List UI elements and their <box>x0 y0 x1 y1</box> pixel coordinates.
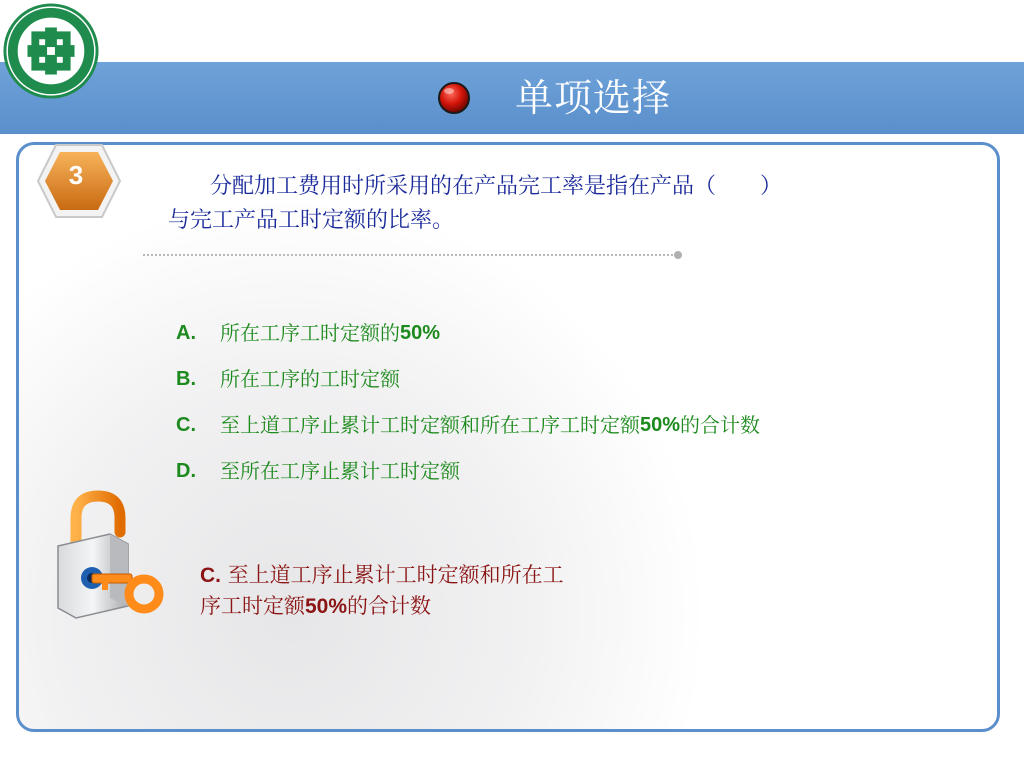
answer-line-2-post: 的合计数 <box>347 594 432 618</box>
option-letter: C. <box>176 414 196 436</box>
answer-letter: C. <box>200 564 221 587</box>
question-text <box>168 170 958 238</box>
option-letter: A. <box>176 322 196 344</box>
answer-text <box>200 560 670 622</box>
option-text: 所在工序的工时定额 <box>220 367 400 391</box>
question-line-2: 与完工产品工时定额的比率。 <box>168 208 455 233</box>
answer-line-2-pre: 序工时定额 <box>200 594 305 618</box>
red-ball-bullet-icon <box>437 81 471 115</box>
page-title: 单项选择 <box>515 76 672 120</box>
question-line-1: 分配加工费用时所采用的在产品完工率是指在产品（ ） <box>210 174 783 199</box>
option-a[interactable] <box>176 310 760 356</box>
answer-line-1: 至上道工序止累计工时定额和所在工 <box>227 563 564 587</box>
option-letter: B. <box>176 368 196 390</box>
option-c[interactable] <box>176 402 760 448</box>
option-tail: 的合计数 <box>680 413 761 437</box>
school-logo-icon <box>2 2 100 100</box>
option-text: 至所在工序止累计工时定额 <box>220 459 460 483</box>
option-bold: 50% <box>640 414 681 436</box>
option-letter: D. <box>176 460 196 482</box>
option-text: 至上道工序止累计工时定额和所在工序工时定额 <box>220 413 640 437</box>
header-band <box>0 62 1024 134</box>
options-list <box>176 310 760 494</box>
option-text: 所在工序工时定额的 <box>220 321 400 345</box>
option-b[interactable] <box>176 356 760 402</box>
padlock-key-icon[interactable] <box>44 490 170 624</box>
dotted-divider <box>143 250 683 260</box>
option-bold: 50% <box>400 322 441 344</box>
question-number: 3 <box>68 160 84 190</box>
answer-line-2-bold: 50% <box>305 595 348 618</box>
option-d[interactable] <box>176 448 760 494</box>
